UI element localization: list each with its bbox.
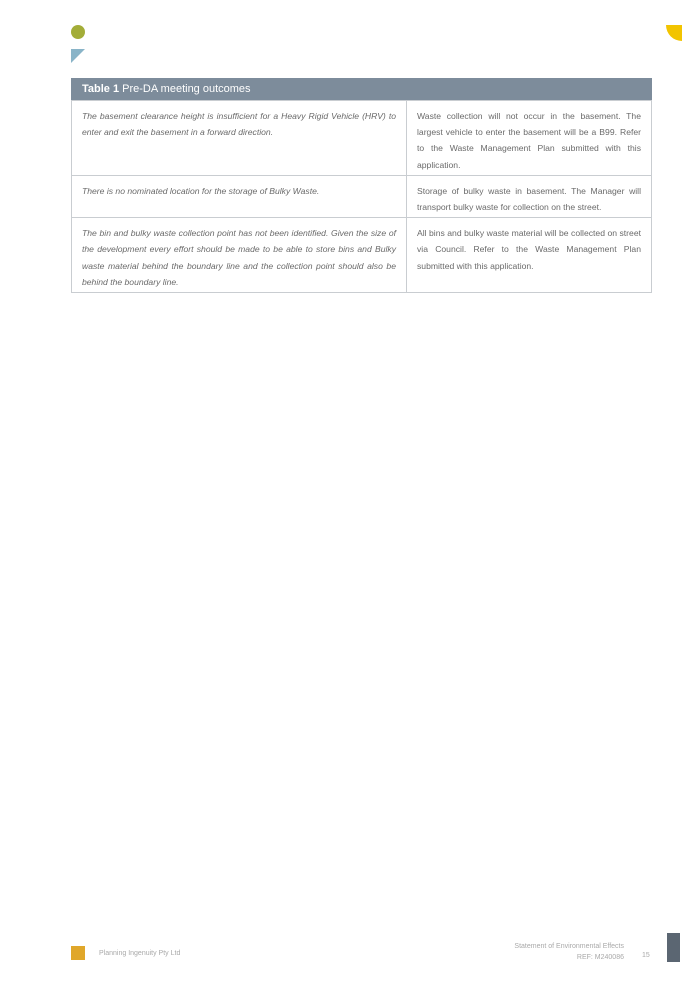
page-number: 15 (642, 952, 650, 959)
outcomes-table (71, 78, 652, 293)
response-cell: Storage of bulky waste in basement. The Manager will transport bulky waste for collection on the street. (407, 175, 652, 217)
table-row (72, 101, 652, 176)
table-caption: Pre-DA meeting outcomes (122, 83, 251, 95)
green-circle-icon (71, 25, 85, 39)
footer-doc-title: Statement of Environmental Effects (514, 943, 624, 950)
table-title (71, 78, 652, 100)
footer-company: Planning Ingenuity Pty Ltd (99, 950, 181, 957)
issue-cell: The basement clearance height is insufficient for a Heavy Rigid Vehicle (HRV) to enter and exit the basement in a forward direction. (72, 101, 407, 176)
yellow-corner-icon (666, 25, 682, 41)
blue-triangle-icon (71, 49, 85, 63)
table-number: Table 1 (82, 83, 120, 95)
issue-cell: There is no nominated location for the storage of Bulky Waste. (72, 175, 407, 217)
table-row (72, 175, 652, 217)
footer-bar-icon (667, 933, 680, 962)
response-cell: Waste collection will not occur in the basement. The largest vehicle to enter the basement will be a B99. Refer to the Waste Management Plan submitted with this application. (407, 101, 652, 176)
table-row (72, 218, 652, 293)
footer-doc-info (514, 941, 624, 963)
table-body (71, 100, 652, 293)
issue-cell: The bin and bulky waste collection point has not been identified. Given the size of the development every effort should be made to be able to store bins and Bulky waste material behind the boundary line and the collection point should also be behind the boundary line. (72, 218, 407, 293)
company-logo-icon (71, 946, 85, 960)
response-cell: All bins and bulky waste material will be collected on street via Council. Refer to the Waste Management Plan submitted with this application. (407, 218, 652, 293)
footer-ref: REF: M240086 (576, 954, 624, 961)
